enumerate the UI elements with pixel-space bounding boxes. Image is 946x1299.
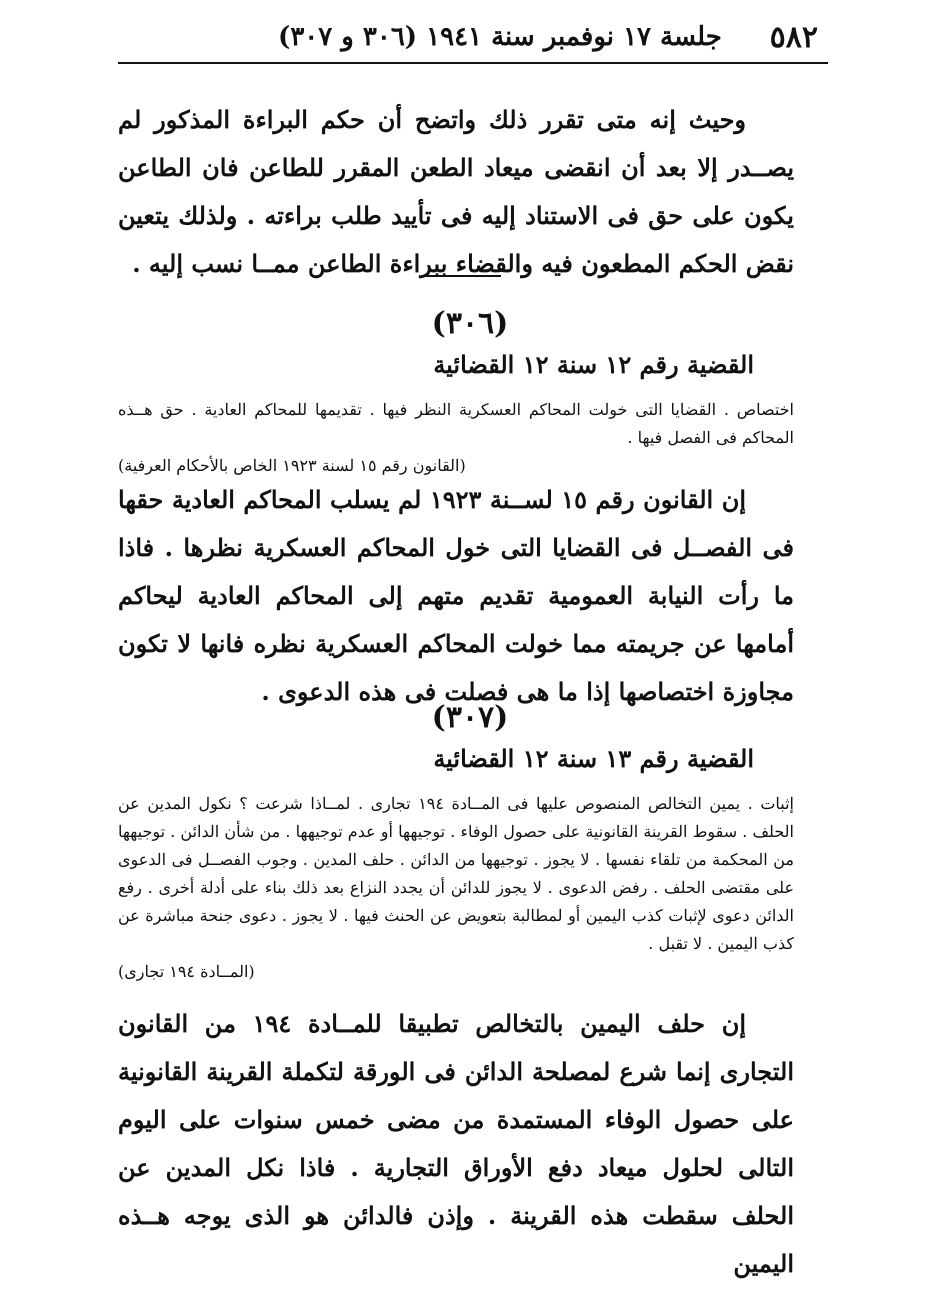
case-307-title: القضية رقم ١٣ سنة ١٢ القضائية: [433, 744, 754, 773]
case-307-body: إن حلف اليمين بالتخالص تطبيقا للمــادة ١٩٤ من القانون التجارى إنما شرع لمصلحة الدائن فى الورقة لتكملة القرينة القانونية على حصول الوفاء المستمدة من مضى خمس سنوات على اليوم التالى لحلول ميعاد دفع الأوراق التجارية . فاذا نكل المدين عن الحلف سقطت هذه القرينة . وإذن فالدائن هو الذى يوجه هــذه اليمين: [118, 1009, 794, 1278]
header-rule: [118, 62, 828, 64]
case-306-title: القضية رقم ١٢ سنة ١٢ القضائية: [433, 350, 754, 379]
case-307-summary-ref: (المــادة ١٩٤ تجارى): [118, 962, 255, 981]
intro-paragraph-block: [118, 96, 794, 288]
case-306-body: إن القانون رقم ١٥ لســنة ١٩٢٣ لم يسلب المحاكم العادية حقها فى الفصــل فى القضايا التى خول المحاكم العسكرية نظرها . فاذا ما رأت النيابة العمومية تقديم متهم إلى المحاكم العادية ليحاكم أمامها عن جريمته مما خولت المحاكم العسكرية نظره فانها لا تكون مجاوزة اختصاصها إذا ما هى فصلت فى هذه الدعوى .: [118, 485, 794, 706]
case-307-summary: [118, 790, 794, 986]
running-title: جلسة ١٧ نوفمبر سنة ١٩٤١ (٣٠٦ و ٣٠٧): [278, 22, 722, 52]
page-header: [118, 14, 818, 64]
case-307-summary-text: إثبات . يمين التخالص المنصوص عليها فى المــادة ١٩٤ تجارى . لمــاذا شرعت ؟ نكول المدين عن الحلف . سقوط القرينة القانونية على حصول الوفاء . توجيهها أو عدم توجيهها . من شأن الدائن . توجيهها من المحكمة من تلقاء نفسها . لا يجوز . توجيهها من الدائن . حلف المدين . وجوب الفصــل فى الدعوى على مقتضى الحلف . رفض الدعوى . لا يجوز للدائن أن يجدد النزاع بعد ذلك بناء على أدلة أخرى . رفع الدائن دعوى لإثبات كذب اليمين أو لمطالبة بتعويض عن الحنث فيها . لا يجوز . دعوى جنحة مباشرة عن كذب اليمين . لا تقبل .: [118, 794, 794, 953]
intro-paragraph: وحيث إنه متى تقرر ذلك واتضح أن حكم البراءة المذكور لم يصــدر إلا بعد أن انقضى ميعاد الطعن المقرر للطاعن فان الطاعن يكون على حق فى الاستناد إليه فى تأييد طلب براءته . ولذلك يتعين نقض الحكم المطعون فيه والقضاء ببراءة الطاعن ممــا نسب إليه .: [118, 105, 794, 278]
case-306-summary: [118, 396, 794, 480]
case-307-summary-ref-row: [118, 958, 794, 986]
case-306-summary-text: اختصاص . القضايا التى خولت المحاكم العسكرية النظر فيها . تقديمها للمحاكم العادية . حق هــذه المحاكم فى الفصل فيها .: [118, 400, 794, 447]
case-307-number: (٣٠٧): [431, 700, 509, 735]
case-306-summary-ref: (القانون رقم ١٥ لسنة ١٩٢٣ الخاص بالأحكام العرفية): [118, 456, 466, 475]
case-307-body-block: [118, 1000, 794, 1288]
section-divider: [423, 275, 501, 277]
case-306-body-block: [118, 476, 794, 716]
case-306-number: (٣٠٦): [431, 306, 509, 341]
page-number: ٥٨٢: [769, 20, 818, 55]
